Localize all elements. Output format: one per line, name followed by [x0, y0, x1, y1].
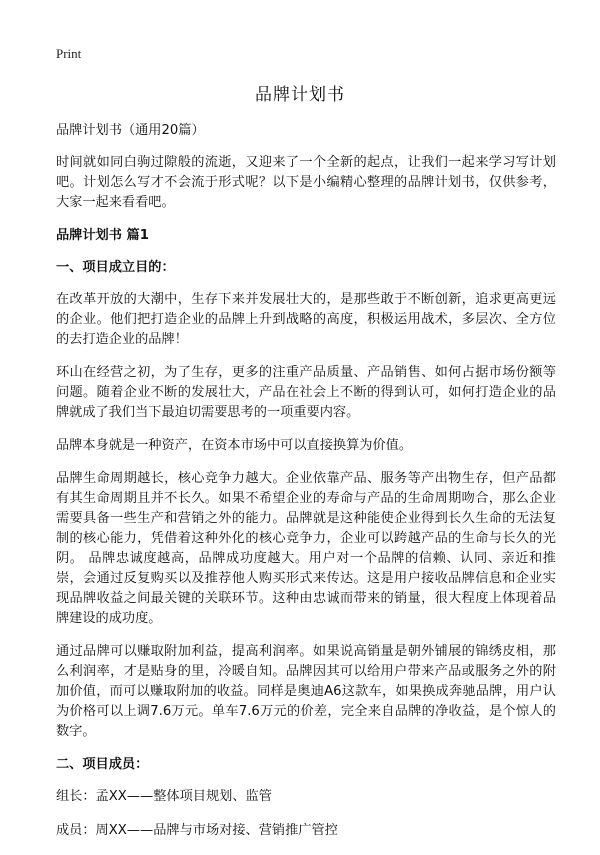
section-heading-purpose: 一、项目成立目的： — [56, 260, 175, 275]
member-line: 组长：孟XX——整体项目规划、监管 — [56, 789, 272, 804]
body-paragraph: 环山在经营之初，为了生存，更多的注重产品质量、产品销售、如何占据市场份额等问题。随着企业不断的发展壮大，产品在社会上不断的得到认可，如何打造企业的品牌就成了我们当下最迫切需要思考的一项重要内容。 — [56, 365, 556, 420]
document-body — [56, 121, 556, 855]
body-paragraph: 通过品牌可以赚取附加利益，提高利润率。如果说高销量是朝外铺展的锦绣皮相，那么利润率，才是贴身的里，冷暖自知。品牌因其可以给用户带来产品或服务之外的附加价值，而可以赚取附加的收益。同样是奥迪A6这款车，如果换成奔驰品牌，用户认为价格可以上调7.6万元。单车7.6万元的价差，完全来自品牌的净收益，是个惊人的数字。 — [56, 644, 556, 739]
body-paragraph: 品牌生命周期越长，核心竞争力越大。企业依靠产品、服务等产出物生存，但产品都有其生命周期且并不长久。如果不希望企业的寿命与产品的生命周期吻合，那么企业需要具备一些生产和营销之外的能力。品牌就是这种能使企业得到长久生命的无法复制的核心能力，凭借着这种外化的核心竞争力，企业可以跨越产品的生命与长久的光阴。 品牌忠诚度越高，品牌成功度越大。用户对一个品牌的信赖、认同、亲近和推崇，会通过反复购买以及推荐他人购买形式来传达。这是用户接收品牌信息和企业实现品牌收益之间最关键的关联环节。这种由忠诚而带来的销量，很大程度上体现着品牌建设的成功度。 — [56, 471, 556, 626]
document-subtitle: 品牌计划书（通用20篇） — [56, 123, 205, 138]
intro-paragraph: 时间就如同白驹过隙般的流逝，又迎来了一个全新的起点，让我们一起来学习写计划吧。计划怎么写才不会流于形式呢？以下是小编精心整理的品牌计划书，仅供参考，大家一起来看看吧。 — [56, 155, 556, 210]
body-paragraph: 在改革开放的大潮中，生存下来并发展壮大的，是那些敢于不断创新，追求更高更远的企业。他们把打造企业的品牌上升到战略的高度，积极运用战术，多层次、全方位的去打造企业的品牌！ — [56, 292, 556, 347]
member-line: 成员：周XX——品牌与市场对接、营销推广管控 — [56, 823, 338, 838]
body-paragraph: 品牌本身就是一种资产，在资本市场中可以直接换算为价值。 — [56, 438, 413, 453]
section-heading-members: 二、项目成员： — [56, 757, 149, 772]
print-link[interactable]: Print — [56, 46, 82, 61]
page-title: 品牌计划书 — [255, 85, 345, 105]
article-heading: 品牌计划书 篇1 — [56, 228, 149, 243]
